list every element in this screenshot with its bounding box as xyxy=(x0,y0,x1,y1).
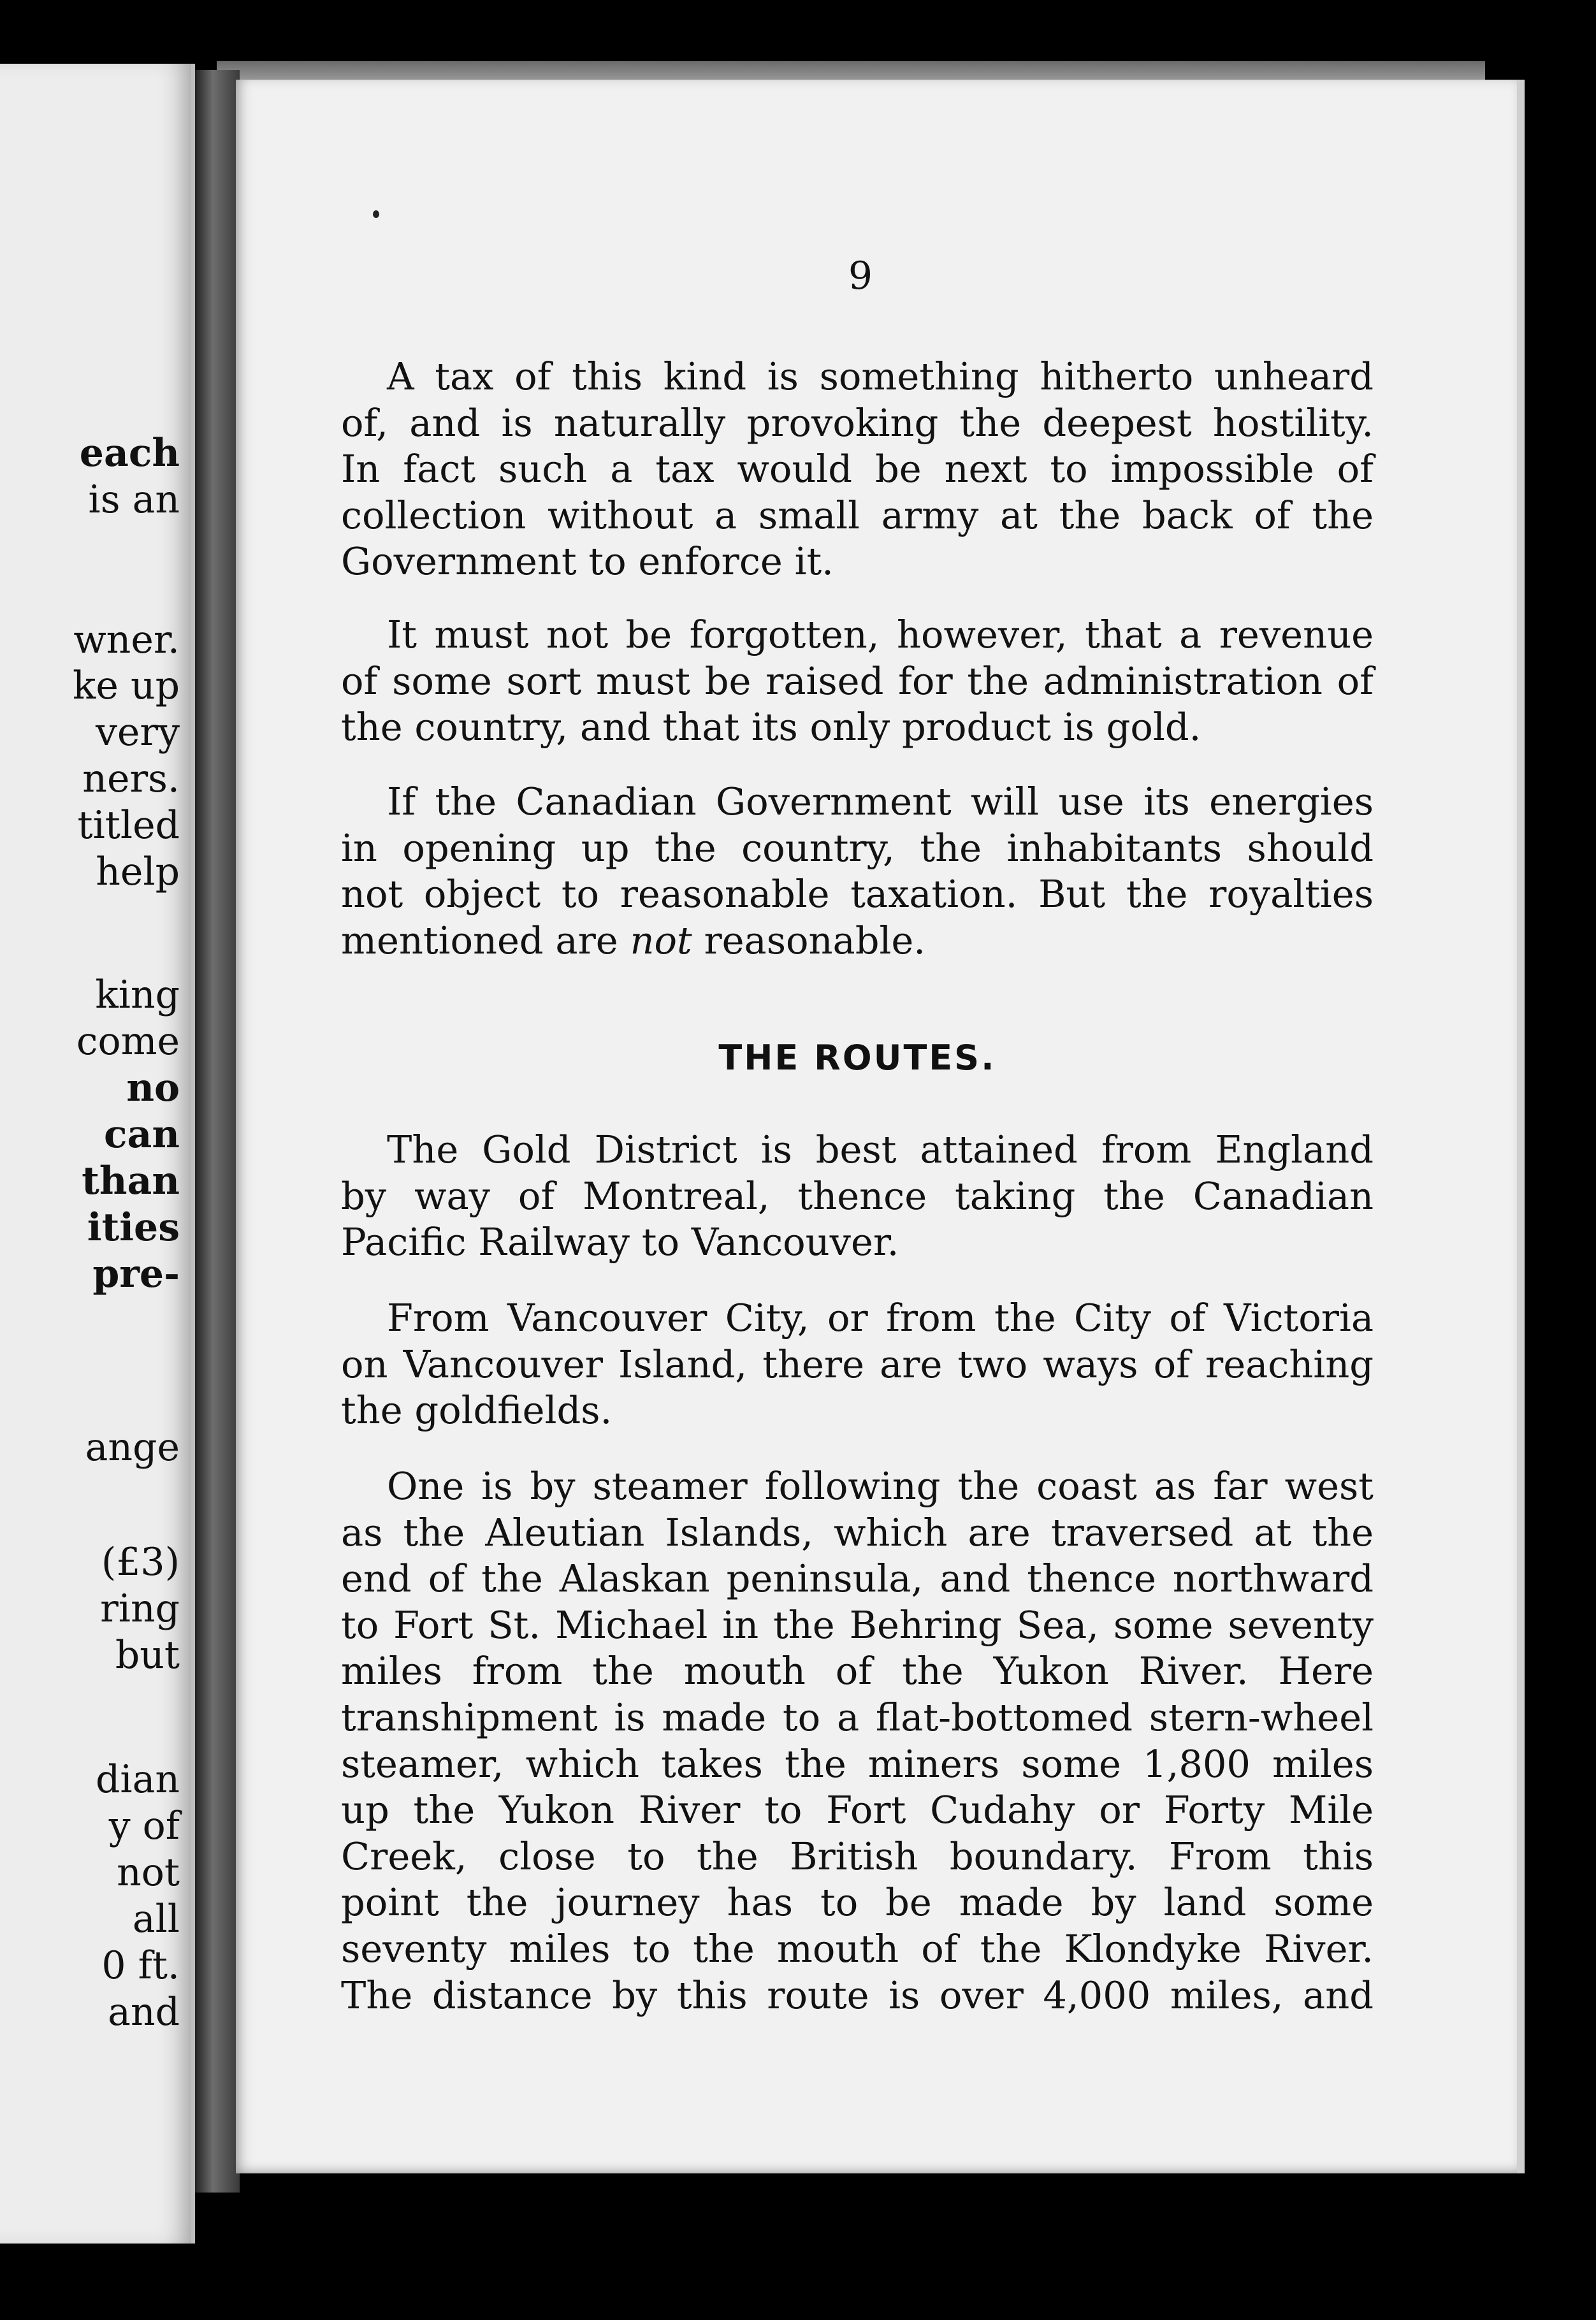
text-line: One is by steamer following the coast as far west xyxy=(387,1464,1374,1508)
left-page-line: 0 ft. xyxy=(101,1943,180,1988)
paragraph xyxy=(341,1127,1374,1266)
text-line: Government to enforce it. xyxy=(341,539,834,584)
text-line: as the Aleutian Islands, which are traversed at the xyxy=(341,1510,1374,1555)
page-number: 9 xyxy=(848,254,873,298)
paragraph xyxy=(341,1463,1374,2019)
text-line: of some sort must be raised for the administration of xyxy=(341,658,1374,703)
left-page-line: very xyxy=(96,710,180,755)
left-page-line: dian xyxy=(95,1757,180,1802)
text-line: The Gold District is best attained from England xyxy=(387,1127,1374,1171)
text-line: From Vancouver City, or from the City of Victoria xyxy=(387,1296,1374,1340)
left-page-line: ities xyxy=(87,1205,180,1250)
text-line: in opening up the country, the inhabitants should xyxy=(341,825,1374,870)
left-page-line: and xyxy=(108,1990,180,2034)
emphasis: not xyxy=(630,918,692,962)
text-line: end of the Alaskan peninsula, and thence northward xyxy=(341,1556,1374,1601)
text-line: A tax of this kind is something hitherto unheard xyxy=(387,354,1374,398)
paragraph xyxy=(341,612,1374,751)
left-page-line: wner. xyxy=(73,618,180,662)
text-line: up the Yukon River to Fort Cudahy or Forty Mile xyxy=(341,1788,1374,1832)
text-line: the country, and that its only product is gold. xyxy=(341,705,1201,750)
text-line: mentioned are not reasonable. xyxy=(341,918,926,962)
left-page-line: all xyxy=(132,1897,180,1941)
paragraph xyxy=(341,354,1374,585)
left-page-line: y of xyxy=(108,1804,180,1848)
left-page-line: not xyxy=(117,1850,180,1895)
left-page-line: (£3) xyxy=(101,1540,180,1584)
text-line: by way of Montreal, thence taking the Canadian xyxy=(341,1173,1374,1218)
text-line: The distance by this route is over 4,000 miles, and xyxy=(341,1973,1374,2017)
print-speck xyxy=(373,210,379,218)
text-line: on Vancouver Island, there are two ways of reaching xyxy=(341,1342,1374,1386)
text-line: Creek, close to the British boundary. From this xyxy=(341,1834,1374,1878)
left-page-line: can xyxy=(103,1112,180,1157)
text-line: point the journey has to be made by land some xyxy=(341,1880,1374,1925)
book-gutter xyxy=(195,70,240,2193)
left-page-line: ange xyxy=(85,1425,180,1470)
text-line: miles from the mouth of the Yukon River. Here xyxy=(341,1649,1374,1693)
text-line: In fact such a tax would be next to impossible of xyxy=(341,447,1374,491)
left-page-line: king xyxy=(95,973,180,1017)
left-page-line: but xyxy=(115,1633,180,1678)
text-line: the goldfields. xyxy=(341,1388,613,1433)
text-line: It must not be forgotten, however, that a revenue xyxy=(387,613,1374,656)
left-page-line: ners. xyxy=(82,757,180,801)
left-page-line: help xyxy=(96,850,180,894)
left-page-line: no xyxy=(126,1066,180,1110)
paragraph xyxy=(341,779,1374,964)
section-heading: THE ROUTES. xyxy=(718,1038,996,1078)
text-line: to Fort St. Michael in the Behring Sea, some seventy xyxy=(341,1602,1374,1647)
text-line: transhipment is made to a flat-bottomed stern-wheel xyxy=(341,1695,1374,1739)
text-line: Pacific Railway to Vancouver. xyxy=(341,1220,899,1265)
left-page-line: is an xyxy=(88,477,180,522)
text-line: steamer, which takes the miners some 1,800 miles xyxy=(341,1741,1374,1786)
left-page-line: come xyxy=(76,1019,180,1064)
text-line: If the Canadian Government will use its energies xyxy=(387,779,1374,823)
text-line: seventy miles to the mouth of the Klondyke River. xyxy=(341,1926,1374,1971)
left-page-line: ring xyxy=(100,1586,180,1631)
text-line: collection without a small army at the back of the xyxy=(341,493,1374,537)
left-facing-page xyxy=(0,64,195,2244)
left-page-line: titled xyxy=(77,803,180,848)
left-page-line: pre- xyxy=(92,1252,180,1296)
left-page-line: than xyxy=(82,1159,180,1203)
paragraph xyxy=(341,1295,1374,1434)
text-line: of, and is naturally provoking the deepest hostility. xyxy=(341,400,1374,445)
text-line: not object to reasonable taxation. But the royalties xyxy=(341,872,1374,917)
left-page-line: each xyxy=(79,431,180,475)
left-page-line: ke up xyxy=(73,663,180,708)
